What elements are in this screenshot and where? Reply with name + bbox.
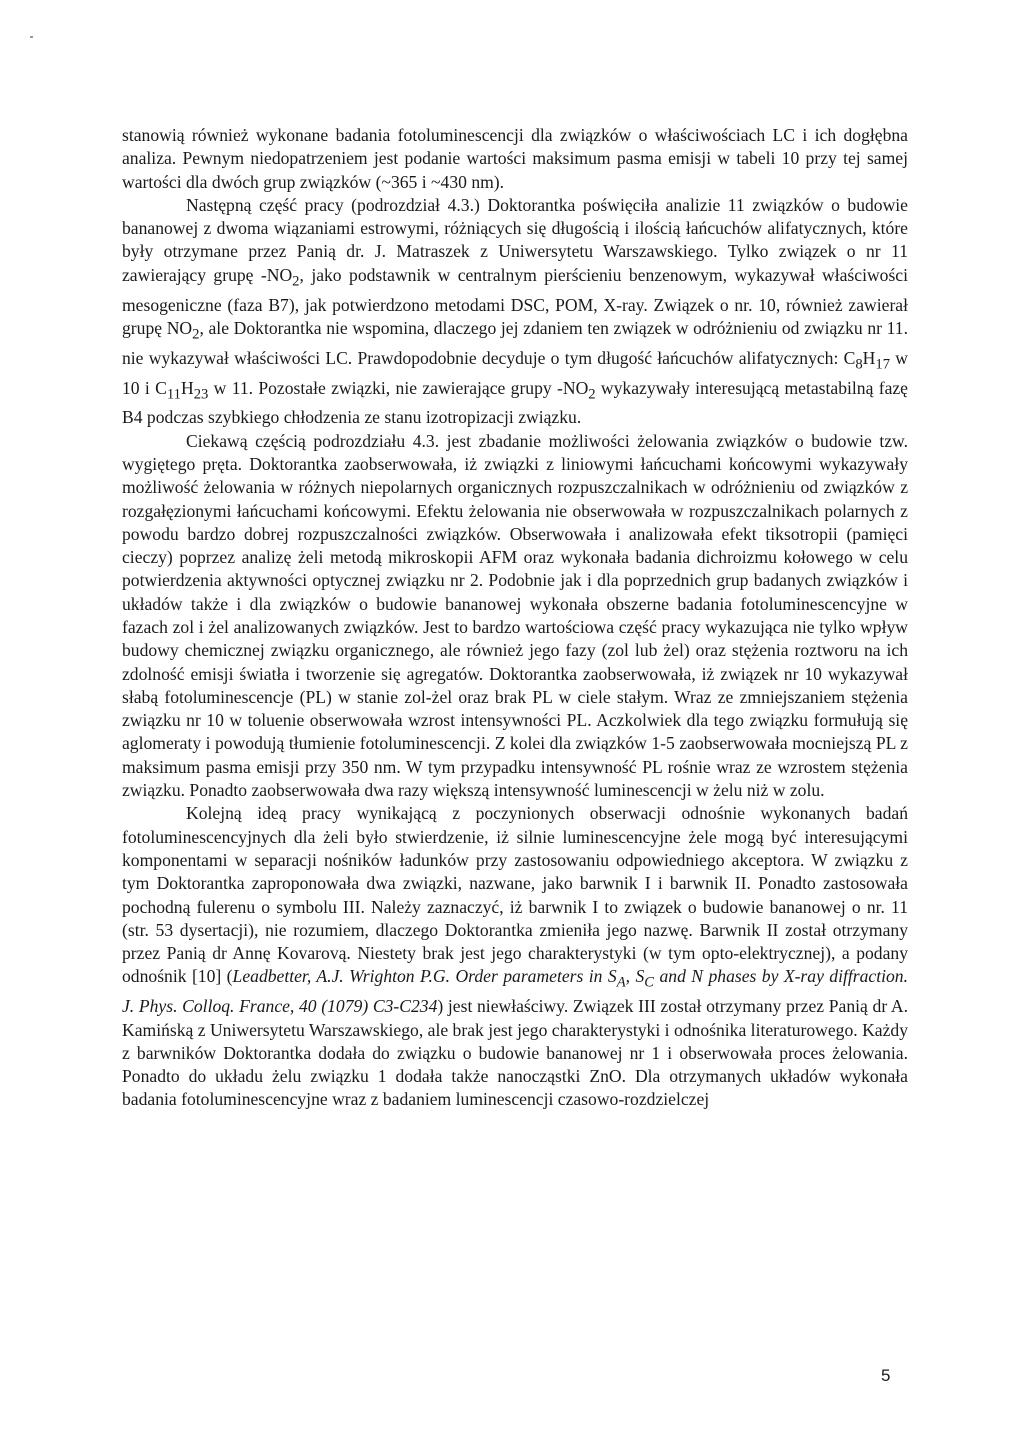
page-number: 5 — [881, 1366, 891, 1385]
paragraph-2: Następną część pracy (podrozdział 4.3.) Doktorantka poświęciła analizie 11 związków o budowie bananowej z dwoma wiązaniami estrowymi, różniących się długością i ilością łańcuchów alifatycznych, które były otrzymane przez Panią dr. J. Matraszek z Uniwersytetu Warszawskiego. Tylko związek o nr 11 zawierający grupę $-NO_2$, jako podstawnik w centralnym pierścieniu benzenowym, wykazywał właściwości mesogeniczne (faza B7), jak potwierdzono metodami DSC, POM, X-ray. Związek o nr. 10, również zawierał grupę $NO_2$, ale Doktorantka nie wspomina, dlaczego jej zdaniem ten związek w odróżnieniu od związku nr 11. nie wykazywał właściwości LC. Prawdopodobnie decyduje o tym długość łańcuchów alifatycznych: $C_8H_{17}$ w 10 i $C_{11}H_{23}$ w 11. Pozostałe związki, nie zawierające grupy $-NO_2$ wykazywały interesującą metastabilną fazę B4 podczas szybkiego chłodzenia ze stanu izotropizacji związku. — [122, 194, 909, 428]
paragraph-4: Kolejną ideą pracy wynikającą z poczynionych obserwacji odnośnie wykonanych badań fotoluminescencyjnych dla żeli było stwierdzenie, iż silnie luminescencyjne żele mogą być interesującymi komponentami w separacji nośników ładunków przy zastosowaniu odpowiedniego akceptora. W związku z tym Doktorantka zaproponowała dwa związki, nazwane, jako barwnik I i barwnik II. Ponadto zastosowała pochodną fulerenu o symbolu III. Należy zaznaczyć, iż barwnik I to związek o budowie bananowej o nr. 11 (str. 53 dysertacji), nie rozumiem, dlaczego Doktorantka zmieniła jego nazwę. Barwnik II został otrzymany przez Panią dr Annę Kovarovą. Niestety brak jest jego charakterystyki (w tym opto-elektrycznej), a podany odnośnik [10] (Leadbetter, A.J. Wrighton P.G. Order parameters in $S_A$, $S_C$ and N phases by X-ray diffraction. J. Phys. Colloq. France, 40 (1079) C3-C234) jest niewłaściwy. Związek III został otrzymany przez Panią dr A. Kamińską z Uniwersytetu Warszawskiego, ale brak jest jego charakterystyki i odnośnika literaturowego. Każdy z barwników Doktorantka dodała do związku o budowie bananowej nr 1 i obserwowała proces żelowania. Ponadto do układu żelu związku 1 dodała także nanocząstki ZnO. Dla otrzymanych układów wykonała badania fotoluminescencyjne wraz z badaniem luminescencji czasowo-rozdzielczej — [122, 803, 908, 1110]
paragraph-3: Ciekawą częścią podrozdziału 4.3. jest zbadanie możliwości żelowania związków o budowie tzw. wygiętego pręta. Doktorantka zaobserwowała, iż związki z liniowymi łańcuchami końcowymi wykazywały możliwość żelowania w różnych niepolarnych organicznych rozpuszczalnikach w odróżnieniu od związków z rozgałęzionymi łańcuchami końcowymi. Efektu żelowania nie obserwowała w rozpuszczalnikach polarnych z powodu bardzo dobrej rozpuszczalności związków. Obserwowała i analizowała efekt tiksotropii (pamięci cieczy) poprzez analizę żeli metodą mikroskopii AFM oraz wykonała badania dichroizmu kołowego w celu potwierdzenia aktywności optycznej związku nr 2. Podobnie jak i dla poprzednich grup badanych związków i układów także i dla związków o budowie bananowej wykonała obszerne badania fotoluminescencyjne w fazach zol i żel analizowanych związków. Jest to bardzo wartościowa część pracy wykazująca nie tylko wpływ budowy chemicznej związku organicznego, ale również jego fazy (zol lub żel) oraz stężenia roztworu na ich zdolność emisji światła i tworzenie się agregatów. Doktorantka zaobserwowała, iż związek nr 10 wykazywał słabą fotoluminescencje (PL) w stanie zol-żel oraz brak PL w ciele stałym. Wraz ze zmniejszaniem stężenia związku nr 10 w toluenie obserwowała wzrost intensywności PL. Aczkolwiek dla tego związku formułują się aglomeraty i powodują tłumienie fotoluminescencji. Z kolei dla związków 1-5 zaobserwowała mocniejszą PL z maksimum pasma emisji przy 350 nm. W tym przypadku intensywność PL rośnie wraz ze wzrostem stężenia związku. Ponadto zaobserwowała dwa razy większą intensywność luminescencji w żelu niż w zolu. — [122, 430, 908, 801]
scan-artifact — [30, 36, 33, 38]
body-text — [122, 124, 908, 1112]
paragraph-1: stanowią również wykonane badania fotoluminescencji dla związków o właściwościach LC i ich dogłębna analiza. Pewnym niedopatrzeniem jest podanie wartości maksimum pasma emisji w tabeli 10 przy tej samej wartości dla dwóch grup związków (~365 i ~430 nm). — [122, 125, 908, 192]
